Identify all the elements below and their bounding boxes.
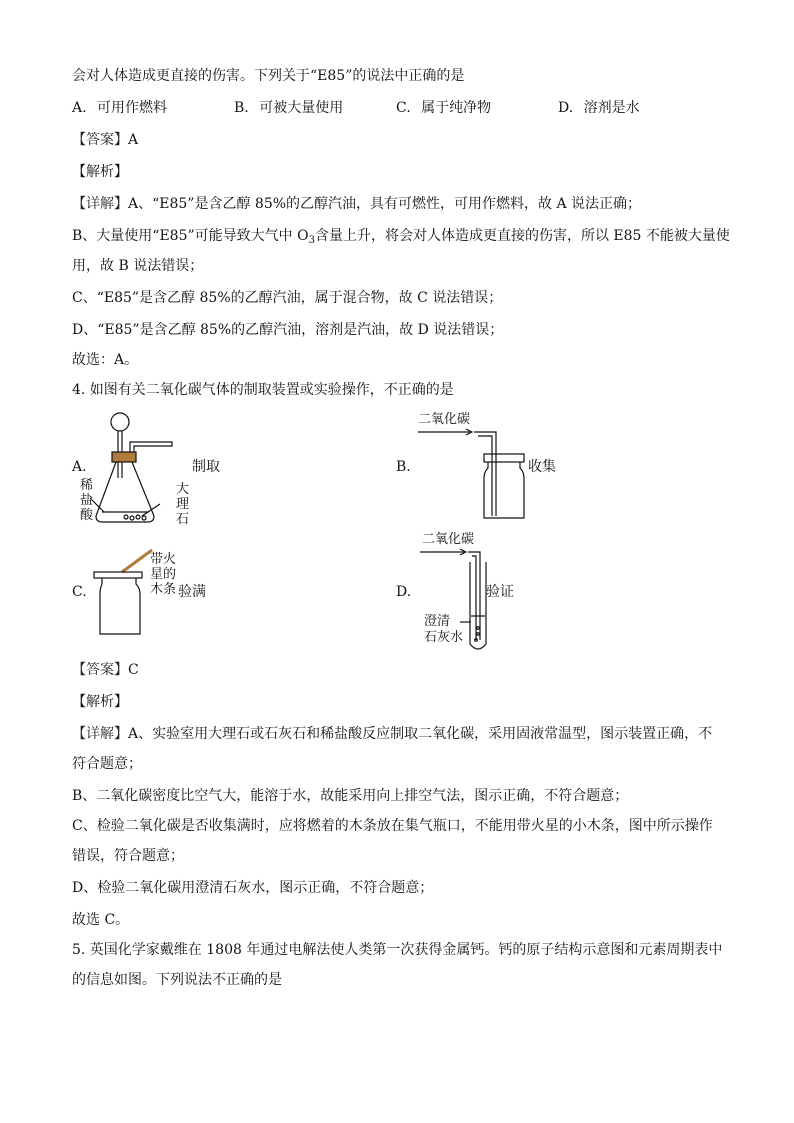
fig-d-label	[424, 614, 463, 646]
q4-detail-line-1	[72, 724, 712, 744]
fig-b-caption: 收集	[528, 459, 556, 475]
q3-option-c-text: 属于纯净物	[421, 100, 492, 116]
q3-analysis-tag: 【解析】	[72, 164, 128, 180]
q3-option-c	[396, 98, 491, 118]
detail-text-part: 含量上升，将会对人体造成更直接的伤害，所以 E85 不能被大量使	[314, 228, 730, 244]
q4-detail-line-7: 故选 C。	[72, 912, 130, 928]
q4-detail-line-4: C、检验二氧化碳是否收集满时，应将燃着的木条放在集气瓶口，不能用带火星的小木条，图中所示操作	[72, 818, 713, 834]
label-line: 澄清	[424, 614, 451, 629]
q4-stem: 4. 如图有关二氧化碳气体的制取装置或实验操作，不正确的是	[72, 382, 454, 398]
detail-text: A、实验室用大理石或石灰石和稀盐酸反应制取二氧化碳，采用固液常温型，图示装置正确，不	[128, 726, 713, 742]
answer-tag: 【答案】	[72, 132, 128, 148]
q4-analysis-tag: 【解析】	[72, 694, 128, 710]
q3-option-a-letter: A.	[72, 100, 87, 116]
detail-text: A、“E85”是含乙醇 85%的乙醇汽油，具有可燃性，可用作燃料，故 A 说法正确；	[128, 196, 642, 212]
label-line: 带火	[150, 552, 177, 567]
fig-d-letter: D.	[396, 584, 412, 600]
fig-d-caption: 验证	[486, 584, 514, 600]
fig-b-gas-label: 二氧化碳	[418, 412, 471, 427]
label-line: 星的	[150, 567, 177, 582]
label-line: 石灰水	[424, 630, 464, 645]
q3-option-b	[234, 98, 343, 118]
q4-detail-line-3: B、二氧化碳密度比空气大，能溶于水，故能采用向上排空气法，图示正确，不符合题意；	[72, 788, 629, 804]
fig-d-gas-label: 二氧化碳	[422, 532, 475, 547]
q3-option-c-letter: C.	[396, 100, 411, 116]
label-char: 稀	[80, 478, 94, 493]
q4-detail-line-5: 错误，符合题意；	[72, 848, 184, 864]
fig-a-caption: 制取	[192, 459, 220, 475]
q4-answer	[72, 660, 139, 680]
label-char: 大	[176, 482, 190, 497]
q3-option-b-text: 可被大量使用	[259, 100, 344, 116]
detail-text-part: B、大量使用“E85”可能导致大气中 O	[72, 228, 309, 244]
q3-option-d-letter: D.	[558, 100, 574, 116]
fig-c-letter: C.	[72, 584, 87, 600]
q3-detail-line-2	[72, 226, 730, 251]
detail-tag: 【详解】	[72, 726, 128, 742]
label-char: 理	[176, 497, 190, 512]
fig-a-label-left	[80, 478, 93, 523]
answer-tag: 【答案】	[72, 662, 128, 678]
fig-a-letter: A.	[72, 459, 87, 475]
q3-option-a-text: 可用作燃料	[97, 100, 168, 116]
detail-tag: 【详解】	[72, 196, 128, 212]
q3-detail-line-3: 用，故 B 说法错误；	[72, 258, 204, 274]
q3-detail-line-6: 故选：A。	[72, 352, 139, 368]
answer-value: A	[128, 132, 139, 148]
fig-c-label	[150, 552, 176, 597]
q3-option-b-letter: B.	[234, 100, 249, 116]
q3-detail-line-1	[72, 194, 641, 214]
q3-detail-line-4: C、“E85”是含乙醇 85%的乙醇汽油，属于混合物，故 C 说法错误；	[72, 290, 503, 306]
label-char: 石	[176, 512, 190, 527]
q4-detail-line-2: 符合题意；	[72, 756, 142, 772]
answer-value: C	[128, 662, 139, 678]
q3-detail-line-5: D、“E85”是含乙醇 85%的乙醇汽油，溶剂是汽油，故 D 说法错误；	[72, 322, 504, 338]
q3-option-d-text: 溶剂是水	[583, 100, 640, 116]
q5-stem-line-1: 5. 英国化学家戴维在 1808 年通过电解法使人类第一次获得金属钙。钙的原子结构示意图和元素周期表中	[72, 942, 723, 958]
label-char: 酸	[80, 508, 94, 523]
fig-a-label-right	[176, 482, 189, 527]
subscript-3: 3	[308, 235, 315, 246]
fig-b-letter: B.	[396, 459, 411, 475]
gas-jar-collection-illustration	[418, 428, 528, 523]
q3-option-a	[72, 98, 167, 118]
q3-stem-tail: 会对人体造成更直接的伤害。下列关于“E85”的说法中正确的是	[72, 68, 465, 84]
label-char: 盐	[80, 493, 94, 508]
q4-detail-line-6: D、检验二氧化碳用澄清石灰水，图示正确，不符合题意；	[72, 880, 434, 896]
q3-option-d	[558, 98, 640, 118]
q3-answer	[72, 130, 138, 150]
fig-c-caption: 验满	[178, 584, 206, 600]
label-line: 木条	[150, 582, 177, 597]
q5-stem-line-2: 的信息如图。下列说法不正确的是	[72, 972, 282, 988]
